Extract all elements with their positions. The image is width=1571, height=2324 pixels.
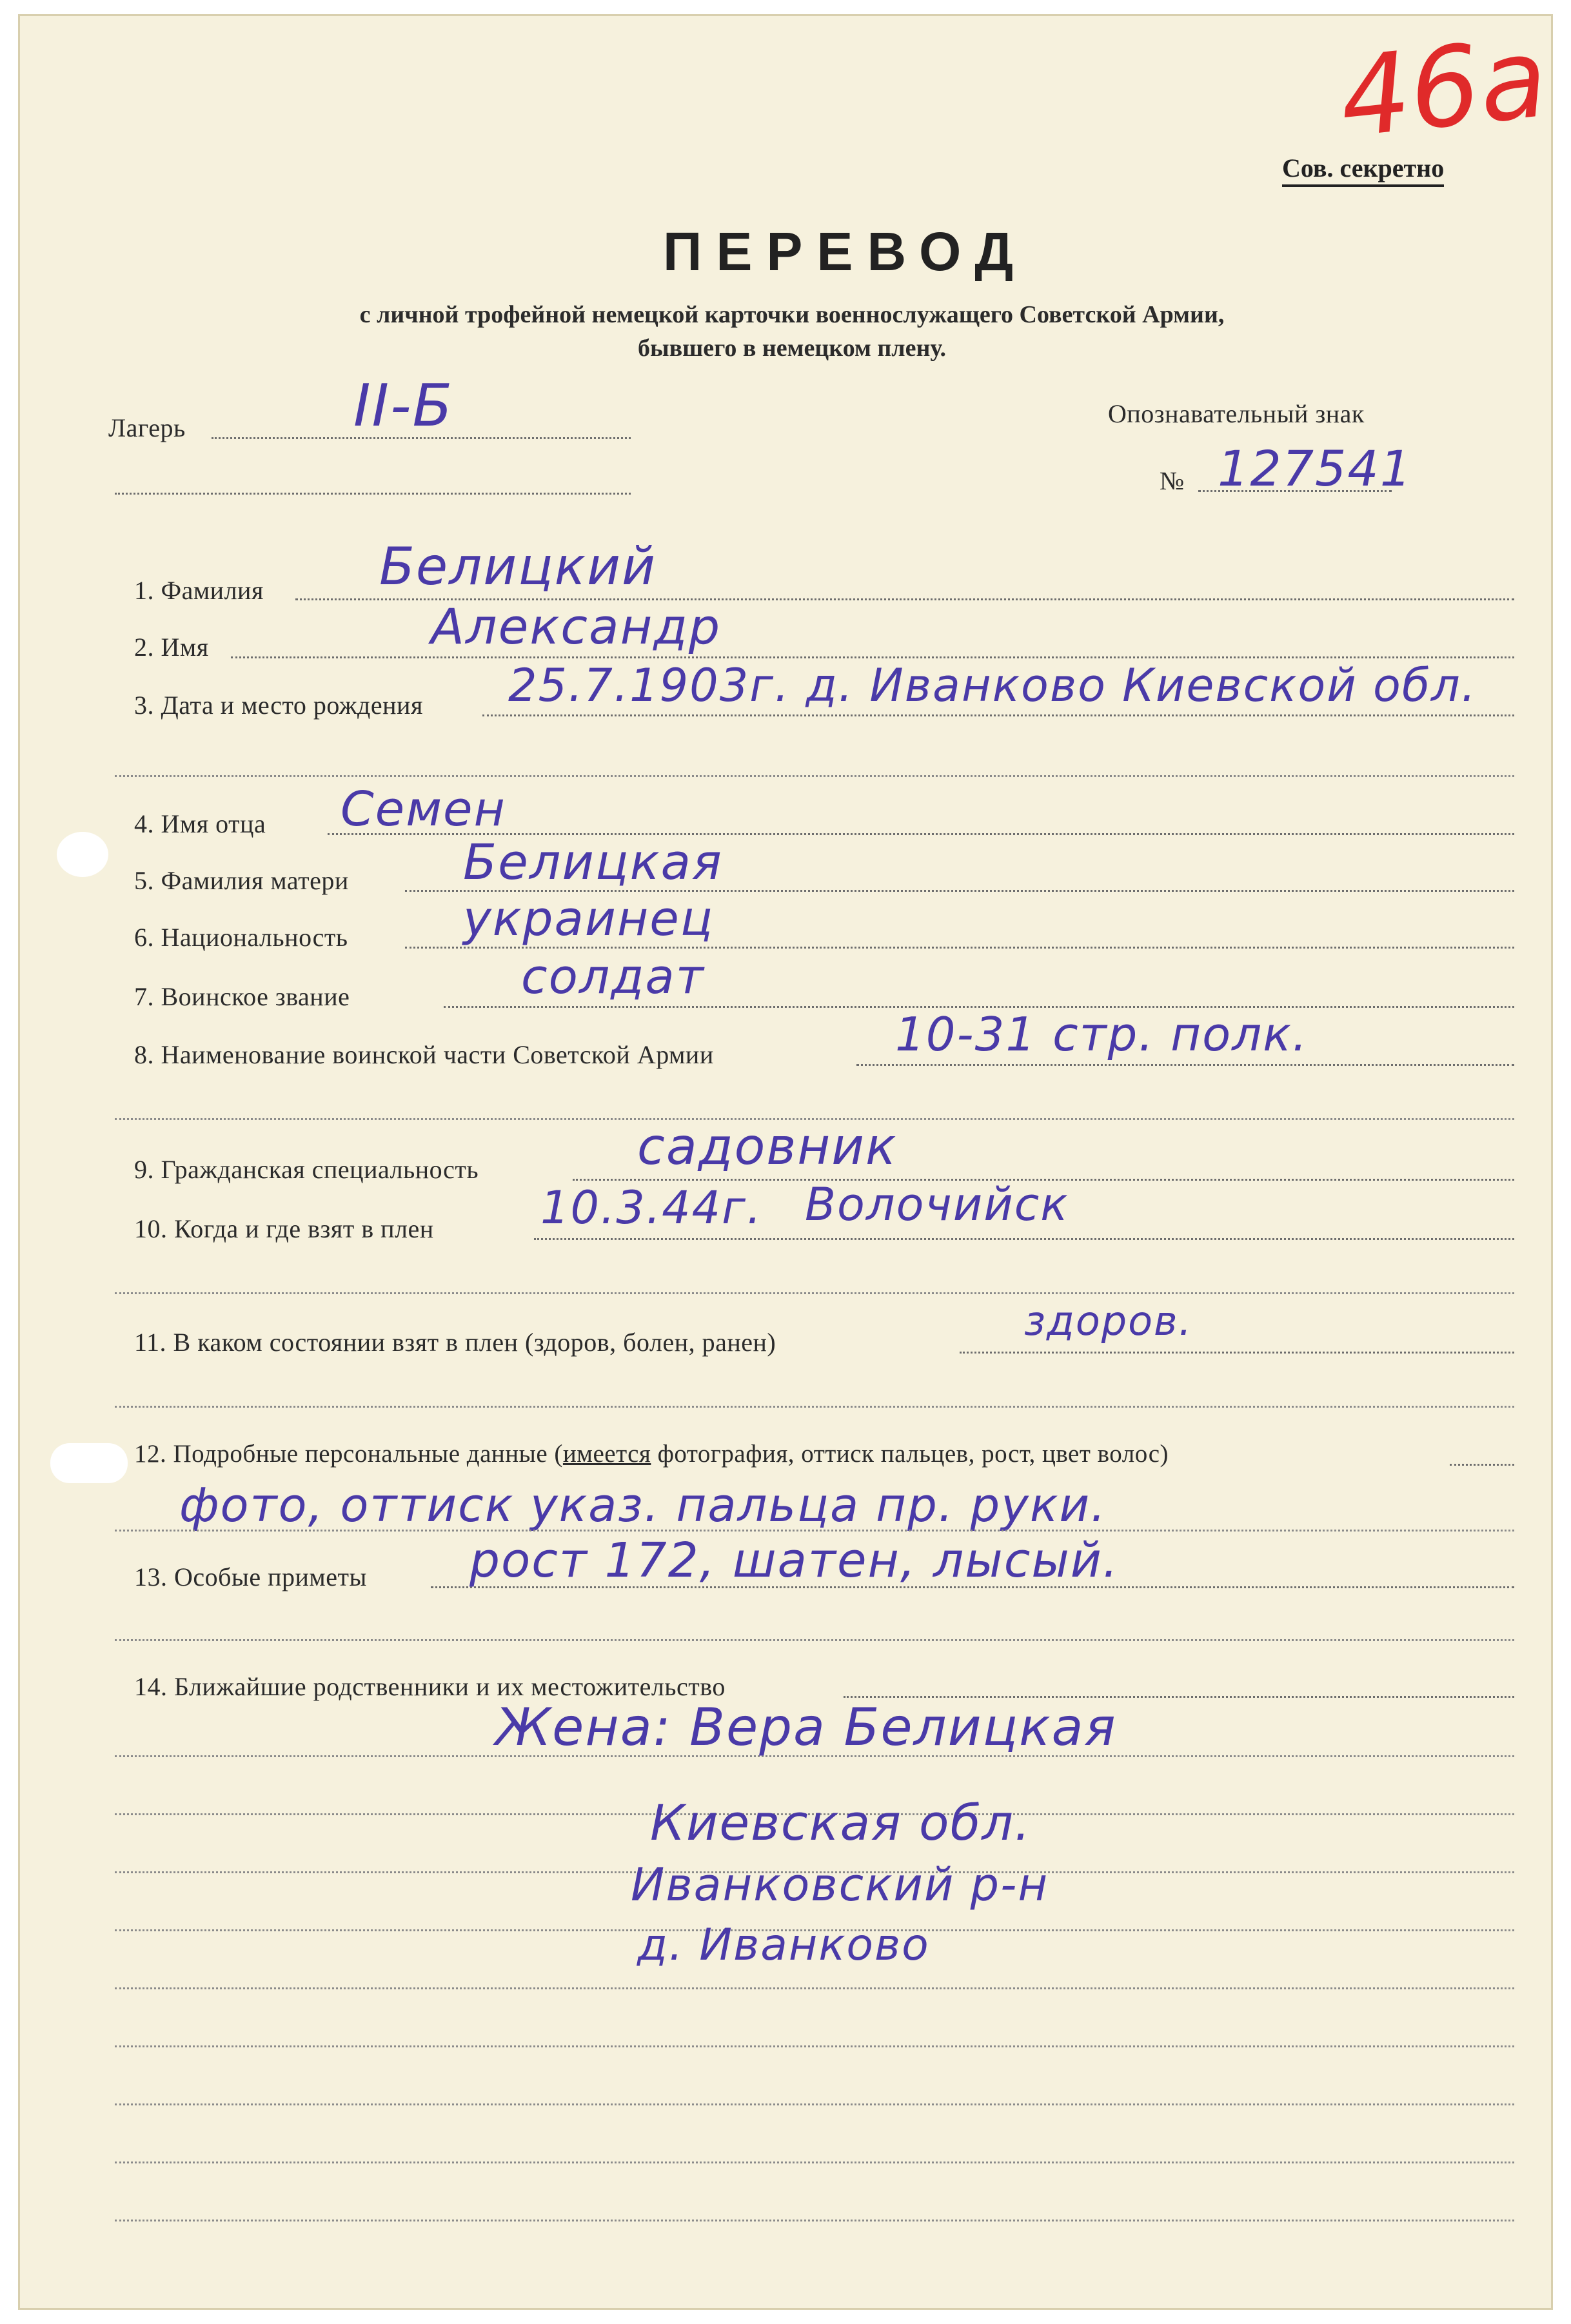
condition-value: здоров.	[1024, 1297, 1193, 1344]
personal-data-line-2	[115, 1530, 1514, 1531]
relatives-village: д. Иванково	[637, 1920, 930, 1971]
marks-line-2	[115, 1639, 1514, 1641]
id-number-value: 127541	[1218, 440, 1413, 497]
captured-line	[534, 1238, 1514, 1240]
punch-hole-top	[57, 832, 108, 877]
name-value: Александр	[431, 598, 722, 655]
profession-value: садовник	[637, 1118, 898, 1176]
nationality-value: украинец	[463, 891, 715, 947]
punch-hole-bottom	[50, 1443, 128, 1483]
relatives-line-8	[115, 2103, 1514, 2105]
captured-line-2	[115, 1292, 1514, 1294]
name-label: 2. Имя	[134, 633, 209, 662]
classification-label: Сов. секретно	[1282, 153, 1444, 187]
captured-label: 10. Когда и где взят в плен	[134, 1214, 434, 1243]
condition-line	[960, 1352, 1514, 1354]
name-line	[231, 656, 1514, 658]
profession-label: 9. Гражданская специальность	[134, 1155, 479, 1184]
unit-value: 10-31 стр. полк.	[895, 1007, 1309, 1061]
relatives-district: Иванковский р-н	[631, 1858, 1049, 1911]
relatives-line-9	[115, 2162, 1514, 2163]
personal-data-label	[134, 1439, 1169, 1468]
mother-label: 5. Фамилия матери	[134, 866, 349, 895]
subtitle-line-2: бывшего в немецком плену.	[637, 335, 947, 362]
unit-line	[856, 1064, 1514, 1066]
id-number-sign: №	[1160, 466, 1185, 495]
condition-line-2	[115, 1406, 1514, 1408]
nationality-line	[405, 947, 1514, 949]
birth-line-2	[115, 775, 1514, 777]
father-label: 4. Имя отца	[134, 809, 266, 838]
subtitle-line-1: с личной трофейной немецкой карточки военнослужащего Советской Армии,	[359, 301, 1225, 328]
camp-label: Лагерь	[108, 413, 186, 442]
marks-value: рост 172, шатен, лысый.	[469, 1533, 1120, 1588]
relatives-spouse: Жена: Вера Белицкая	[495, 1697, 1117, 1757]
condition-label: 11. В каком состоянии взят в плен (здоров, болен, ранен)	[134, 1328, 776, 1357]
personal-data-value: фото, оттиск указ. пальца пр. руки.	[179, 1478, 1107, 1532]
relatives-line-7	[115, 2045, 1514, 2047]
camp-value: II-Б	[353, 372, 454, 440]
unit-label: 8. Наименование воинской части Советской Армии	[134, 1040, 714, 1069]
relatives-label: 14. Ближайшие родственники и их местожительство	[134, 1672, 726, 1701]
birth-label: 3. Дата и место рождения	[134, 691, 423, 720]
father-value: Семен	[341, 782, 506, 837]
surname-value: Белицкий	[379, 537, 657, 596]
relatives-line-6	[115, 1987, 1514, 1989]
mother-value: Белицкая	[463, 833, 723, 891]
captured-date: 10.3.44г.	[540, 1181, 763, 1234]
archive-number-stamp: 46a	[1334, 14, 1553, 163]
personal-data-label-underlined: имеется	[562, 1440, 651, 1468]
rank-value: солдат	[521, 949, 705, 1005]
personal-data-line	[1450, 1464, 1514, 1466]
document-sheet	[18, 14, 1553, 2310]
marks-label: 13. Особые приметы	[134, 1562, 367, 1591]
surname-label: 1. Фамилия	[134, 576, 264, 605]
personal-data-label-pre: 12. Подробные персональные данные (	[134, 1440, 563, 1468]
birth-value: 25.7.1903г. д. Иванково Киевской обл.	[508, 659, 1477, 712]
captured-place: Волочийск	[805, 1178, 1069, 1231]
id-mark-label: Опознавательный знак	[1108, 399, 1365, 428]
relatives-line-10	[115, 2220, 1514, 2221]
camp-line-2	[115, 493, 631, 495]
relatives-region: Киевская обл.	[650, 1794, 1032, 1851]
rank-label: 7. Воинское звание	[134, 982, 350, 1011]
document-subtitle	[199, 298, 1385, 365]
nationality-label: 6. Национальность	[134, 923, 348, 952]
personal-data-label-post: фотография, оттиск пальцев, рост, цвет волос)	[651, 1440, 1169, 1468]
document-title: ПЕРЕВОД	[663, 221, 1028, 282]
birth-line	[482, 714, 1514, 716]
